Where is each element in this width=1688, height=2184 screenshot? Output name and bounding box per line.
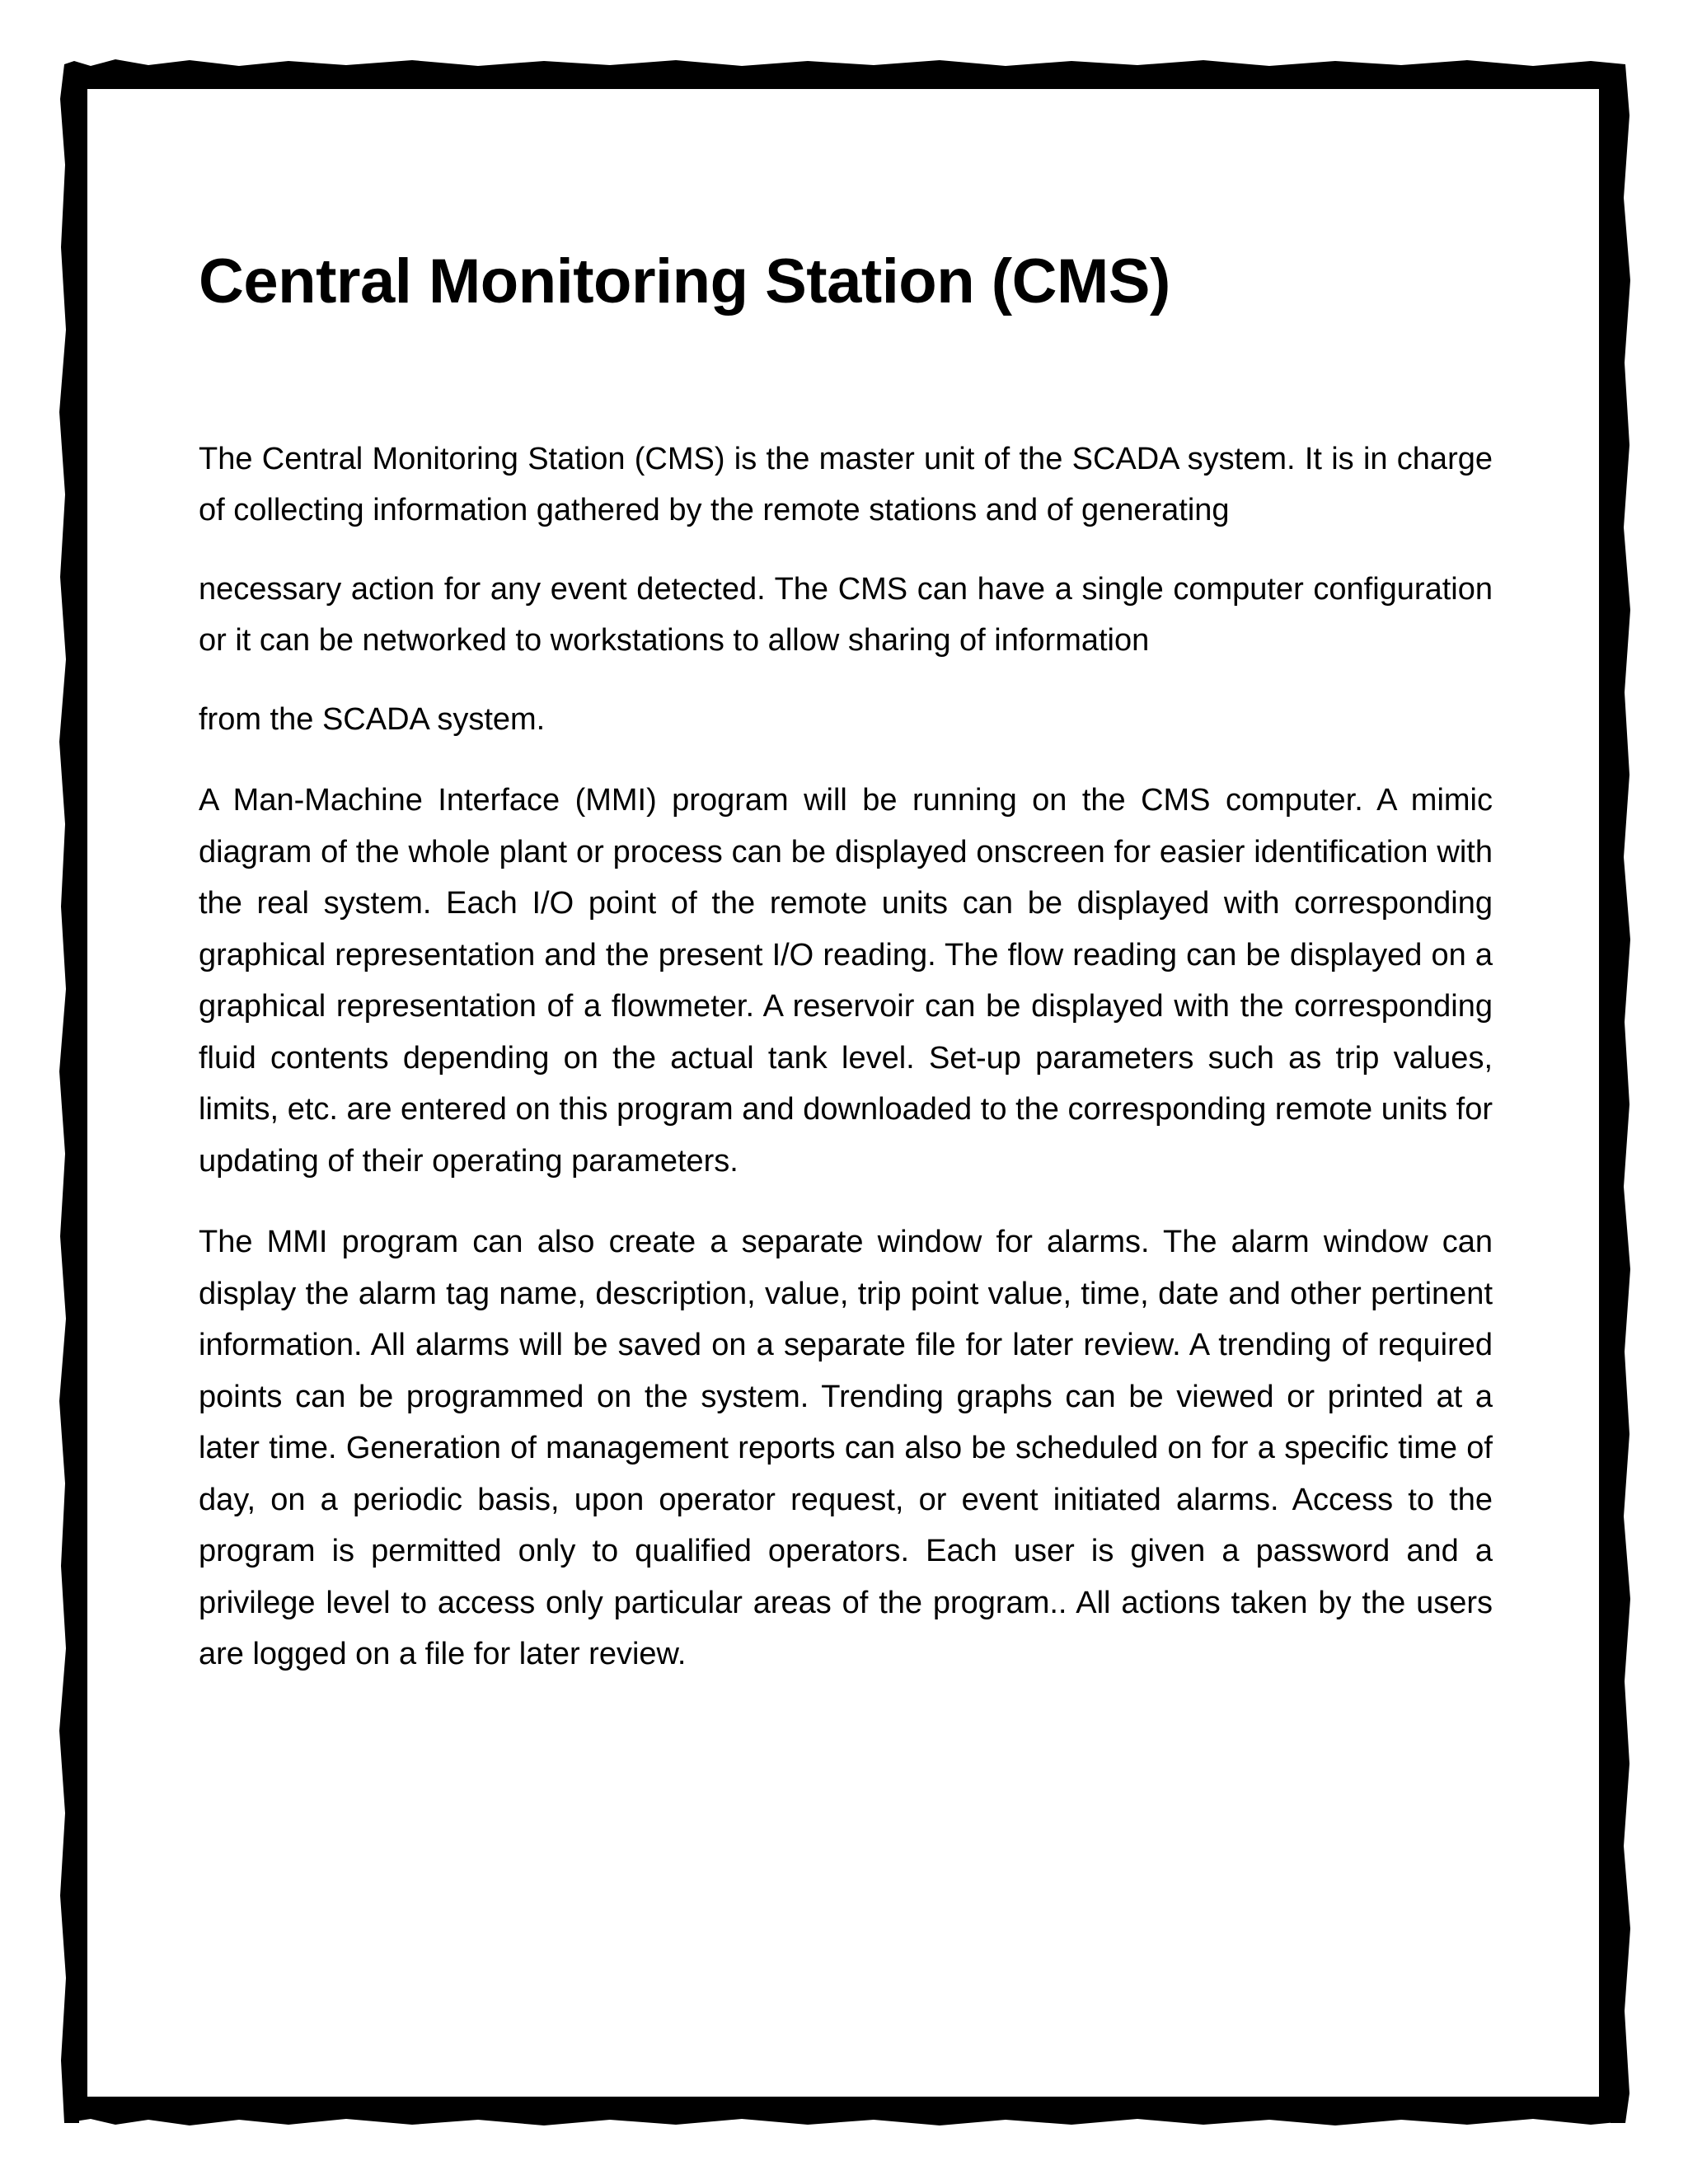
paragraph-alarms: The MMI program can also create a separate window for alarms. The alarm window can display the alarm tag name, description, value, trip point value, time, date and other pertinent information. All alarms will be saved on a separate file for later review. A trending of required points can be programmed on the system. Trending graphs can be viewed or printed at a later time. Generation of management reports can also be scheduled on for a specific time of day, on a periodic basis, upon operator request, or event initiated alarms. Access to the program is permitted only to qualified operators. Each user is given a password and a privilege level to access only particular areas of the program.. All actions taken by the users are logged on a file for later review.	[199, 1225, 1493, 1672]
page-title: Central Monitoring Station (CMS)	[199, 246, 1170, 316]
document-body	[199, 247, 1493, 1708]
paragraph-intro-3: from the SCADA system.	[199, 701, 546, 737]
paragraph-intro-2: necessary action for any event detected. The CMS can have a single computer configuration or it can be networked to workstations to allow sharing of information	[199, 571, 1493, 658]
paragraph-mmi: A Man-Machine Interface (MMI) program will be running on the CMS computer. A mimic diagram of the whole plant or process can be displayed onscreen for easier identification with the real system. Each I/O point of the remote units can be displayed with corresponding graphical representation and the present I/O reading. The flow reading can be displayed on a graphical representation of a flowmeter. A reservoir can be displayed with the corresponding fluid contents depending on the actual tank level. Set-up parameters such as trip values, limits, etc. are entered on this program and downloaded to the corresponding remote units for updating of their operating parameters.	[199, 783, 1493, 1179]
paragraph-intro-1: The Central Monitoring Station (CMS) is the master unit of the SCADA system. It is in charge of collecting information gathered by the remote stations and of generating	[199, 441, 1493, 528]
